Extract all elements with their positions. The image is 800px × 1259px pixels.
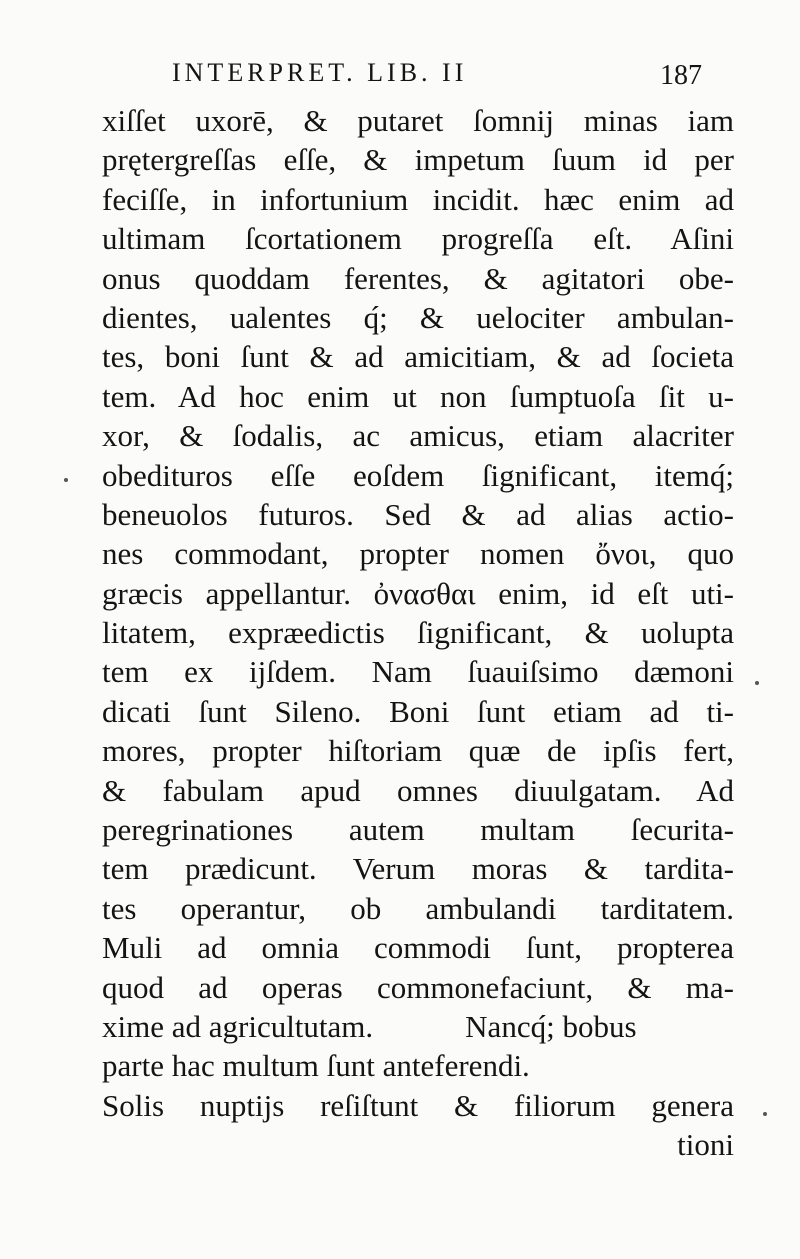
text-line: dicati ſunt Sileno. Boni ſunt etiam ad ti- bbox=[102, 693, 734, 729]
text-fragment: Nancq́; bobus bbox=[465, 1008, 637, 1044]
text-line: peregrinationes autem multam ſecurita- bbox=[102, 812, 734, 848]
page-header bbox=[172, 58, 732, 92]
text-line: tes, boni ſunt & ad amicitiam, & ad ſocieta bbox=[102, 339, 734, 375]
paper-speck bbox=[763, 1112, 767, 1116]
body-text bbox=[102, 101, 734, 1165]
text-line: ultimam ſcortationem progreſſa eſt. Aſini bbox=[102, 221, 734, 257]
text-line: parte hac multum ſunt anteferendi. bbox=[102, 1048, 530, 1084]
text-line: mores, propter hiſtoriam quæ de ipſis fert, bbox=[102, 733, 734, 769]
text-line: tes operantur, ob ambulandi tarditatem. bbox=[102, 890, 734, 926]
text-line: tem ex ijſdem. Nam ſuauiſsimo dæmoni bbox=[102, 654, 734, 690]
text-line: tem prædicunt. Verum moras & tardita- bbox=[102, 851, 734, 887]
text-line: Solis nuptijs reſiſtunt & filiorum genera bbox=[102, 1087, 734, 1123]
text-line: dientes, ualentes q́; & uelociter ambulan- bbox=[102, 299, 734, 335]
running-head: INTERPRET. LIB. II bbox=[172, 58, 468, 87]
paper-speck bbox=[64, 478, 68, 482]
text-line: prętergreſſas eſſe, & impetum ſuum id per bbox=[102, 142, 734, 178]
text-line: quod ad operas commonefaciunt, & ma- bbox=[102, 969, 734, 1005]
text-fragment: xime ad agricultutam. bbox=[102, 1008, 374, 1044]
text-line: obedituros eſſe eoſdem ſignificant, itemq́; bbox=[102, 457, 734, 493]
text-line: & fabulam apud omnes diuulgatam. Ad bbox=[102, 772, 734, 808]
page-number: 187 bbox=[660, 60, 702, 91]
text-line: onus quoddam ferentes, & agitatori obe- bbox=[102, 260, 734, 296]
text-line: græcis appellantur. ὀνασθαι enim, id eſt uti- bbox=[102, 575, 734, 611]
text-line: beneuolos futuros. Sed & ad alias actio- bbox=[102, 496, 734, 532]
text-line: xiſſet uxorē, & putaret ſomnij minas iam bbox=[102, 103, 734, 138]
text-line: Muli ad omnia commodi ſunt, propterea bbox=[102, 930, 734, 966]
text-line: tem. Ad hoc enim ut non ſumptuoſa ſit u- bbox=[102, 378, 734, 414]
text-line: nes commodant, propter nomen ὄνοι, quo bbox=[102, 536, 734, 572]
text-line: litatem, expræedictis ſignificant, & uolupta bbox=[102, 615, 734, 651]
paper-speck bbox=[755, 681, 759, 685]
text-line bbox=[102, 1007, 734, 1046]
catchword: tioni bbox=[677, 1127, 734, 1163]
text-line: feciſſe, in infortunium incidit. hæc enim ad bbox=[102, 181, 734, 217]
text-line: xor, & ſodalis, ac amicus, etiam alacriter bbox=[102, 418, 734, 454]
